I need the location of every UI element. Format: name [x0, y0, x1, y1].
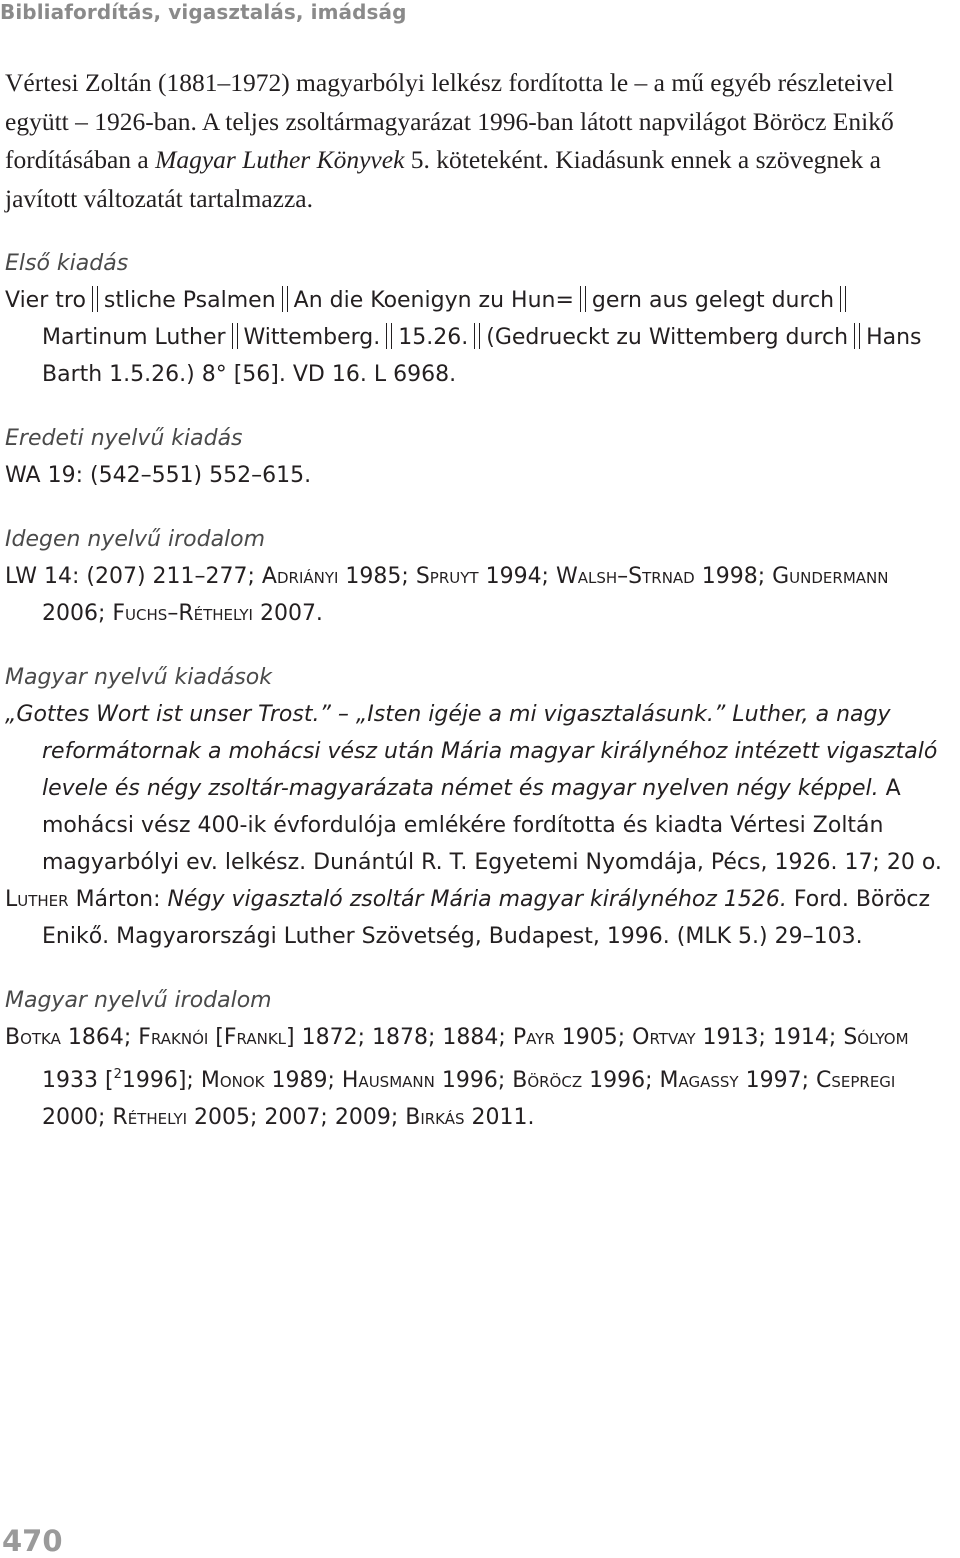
section-title: Első kiadás — [5, 251, 129, 276]
line-break-mark — [580, 286, 586, 312]
section-hungarian-editions — [5, 660, 955, 955]
section-original-edition — [5, 421, 955, 494]
hungarian-edition-entry: Luther Márton: Négy vigasztaló zsoltár Mária magyar királynéhoz 1526. Ford. Böröcz Enikő. Magyarországi Luther Szövetség, Budapest, 1996. (MLK 5.) 29–103. — [5, 887, 931, 949]
line-break-mark — [282, 286, 288, 312]
section-first-edition — [5, 246, 955, 393]
page-number: 470 — [2, 1524, 63, 1558]
intro-paragraph: Vértesi Zoltán (1881–1972) magyarbólyi lelkész fordította le – a mű egyéb részleteivel együtt – 1926-ban. A teljes zsoltármagyarázat 1996-ban látott napvilágot Böröcz Enikő fordításában a Magyar Luther Könyvek 5. köteteként. Kiadásunk ennek a szövegnek a javított változatát tartalmazza. — [5, 68, 894, 213]
page-body — [5, 64, 955, 1136]
hungarian-edition-entry: „Gottes Wort ist unser Trost.” – „Isten igéje a mi vigasztalásunk.” Luther, a nagy reformátornak a mohácsi vész után Mária magyar királynéhoz intézett vigasztaló levele és négy zsoltár-magyarázata német és magyar nyelven négy képpel. A mohácsi vész 400-ik évfordulója emlékére fordította és kiadta Vértesi Zoltán magyarbólyi ev. lelkész. Dunántúl R. T. Egyetemi Nyomdája, Pécs, 1926. 17; 20 o. — [5, 702, 942, 875]
section-title: Magyar nyelvű kiadások — [5, 665, 272, 690]
section-title: Magyar nyelvű irodalom — [5, 988, 272, 1013]
section-title: Eredeti nyelvű kiadás — [5, 426, 243, 451]
line-break-mark — [92, 286, 98, 312]
first-edition-entry: Vier tro stliche Psalmen An die Koenigyn zu Hun= gern aus gelegt durchMartinum Luther Wittemberg. 15.26. (Gedrueckt zu Wittemberg durch Hans Barth 1.5.26.) 8° [56]. VD 16. L 6968. — [5, 288, 922, 387]
hungarian-literature-entry: Botka 1864; Fraknói [Frankl] 1872; 1878; 1884; Payr 1905; Ortvay 1913; 1914; Sólyom 1933 [$^2$1996]; Monok 1989; Hausmann 1996; Böröcz 1996; Magassy 1997; Csepregi 2000; Réthelyi 2005; 2007; 2009; Birkás 2011. — [5, 1025, 909, 1130]
section-foreign-literature — [5, 522, 955, 632]
series-title: Magyar Luther Könyvek — [155, 145, 405, 174]
foreign-literature-entry: LW 14: (207) 211–277; Adriányi 1985; Spruyt 1994; Walsh–Strnad 1998; Gundermann 2006; Fuchs–Réthelyi 2007. — [5, 564, 889, 626]
line-break-mark — [840, 286, 846, 312]
section-title: Idegen nyelvű irodalom — [5, 527, 266, 552]
section-hungarian-literature — [5, 983, 955, 1136]
line-break-mark — [232, 323, 238, 349]
original-edition-entry: WA 19: (542–551) 552–615. — [5, 463, 312, 488]
line-break-mark — [386, 323, 392, 349]
line-break-mark — [854, 323, 860, 349]
running-head: Bibliafordítás, vigasztalás, imádság — [0, 0, 407, 24]
line-break-mark — [474, 323, 480, 349]
